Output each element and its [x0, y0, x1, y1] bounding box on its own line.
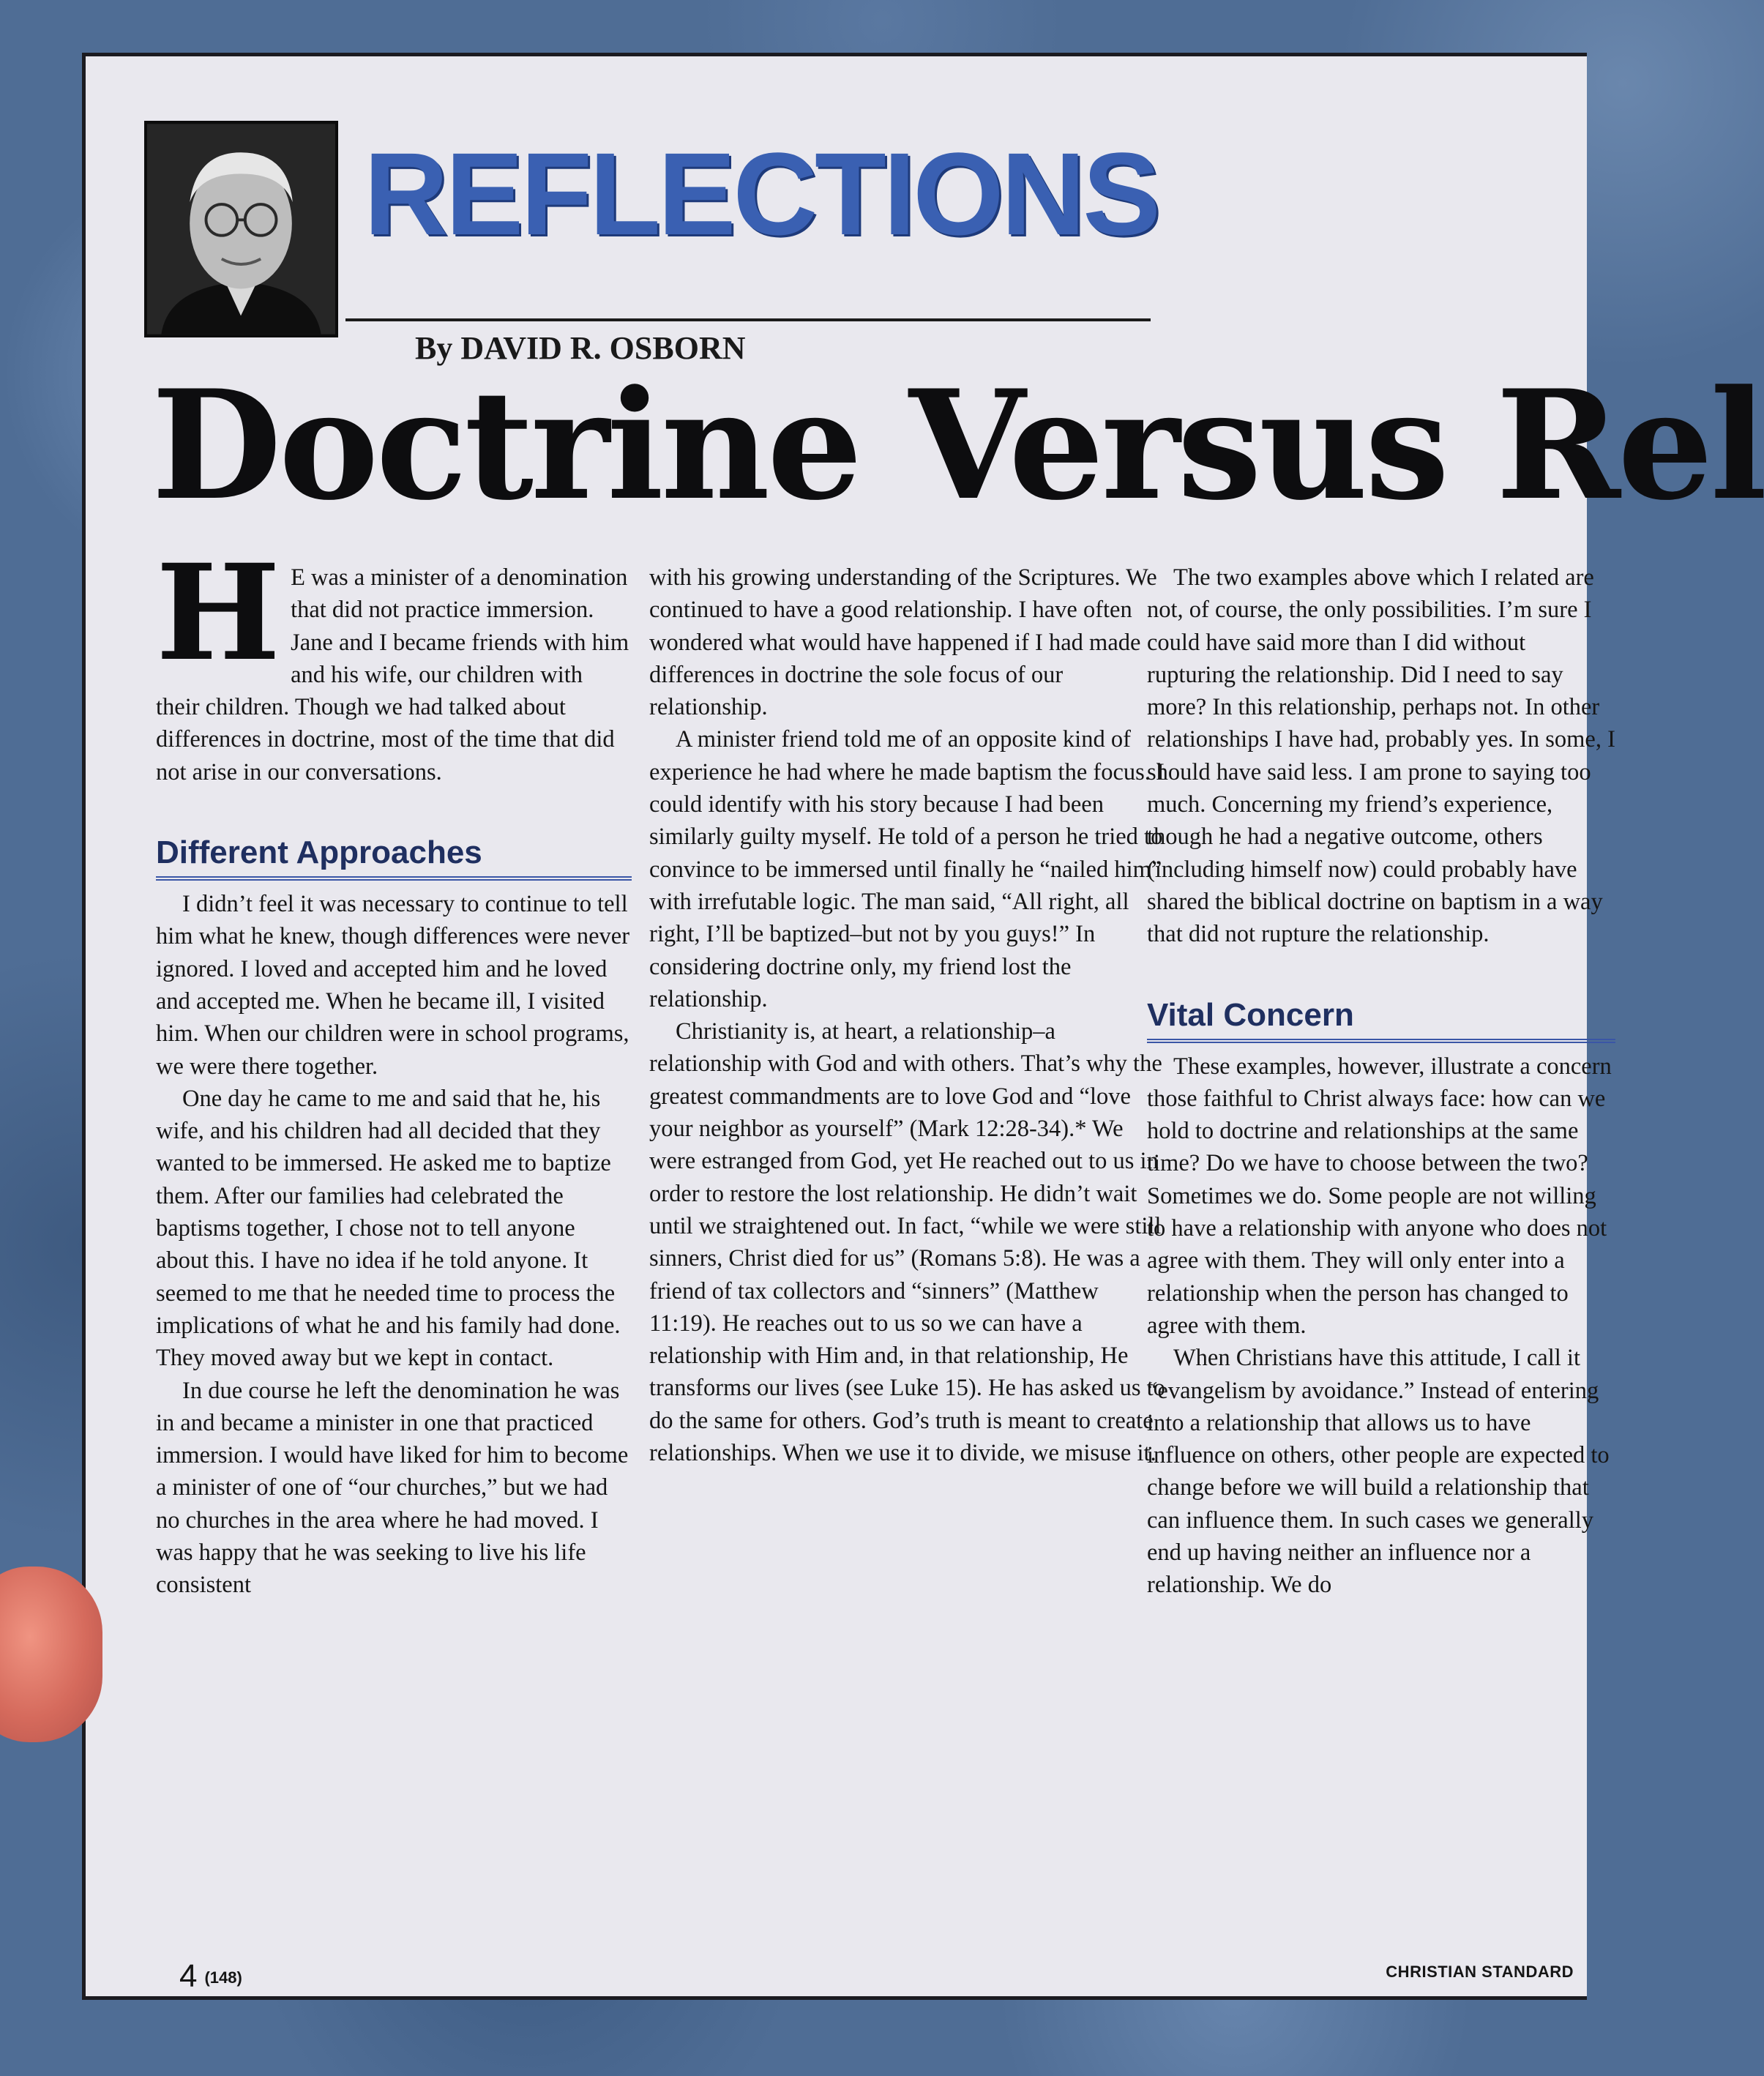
- header-rule: [345, 318, 1151, 321]
- drop-cap: H: [156, 536, 281, 690]
- article-title: Doctrine Versus Rel: [152, 358, 1764, 534]
- subheading-different-approaches: Different Approaches: [156, 832, 632, 881]
- subheading-vital-concern: Vital Concern: [1147, 995, 1615, 1043]
- column-1: [156, 536, 632, 1602]
- magazine-page: [82, 53, 1764, 2000]
- paragraph: I didn’t feel it was necessary to continue to tell him what he knew, though differences were never ignored. I loved and accepted him and he loved and accepted me. When he became ill, I visited him. When our children were in school programs, we were there together.: [156, 891, 630, 1080]
- column-name: REFLECTIONS: [364, 128, 1158, 259]
- author-portrait-image: [147, 124, 335, 335]
- opening-text: E was a minister of a denomination that did not practice immersion. Jane and I became friends with him and his wife, our children with their children. Though we had talked about differences in doctrine, most of the time that did not arise in our conversations.: [156, 564, 629, 785]
- opening-paragraph: [156, 536, 632, 788]
- page-total: (148): [204, 1968, 242, 1987]
- page-number-value: 4: [179, 1958, 198, 1994]
- paragraph: with his growing understanding of the Scriptures. We continued to have a good relationship. I have often wondered what would have happened if I had made differences in doctrine the sole focus of our relationship.: [649, 564, 1157, 721]
- byline: By DAVID R. OSBORN: [415, 330, 746, 366]
- paragraph: When Christians have this attitude, I call it “evangelism by avoidance.” Instead of entering into a relationship that allows us to have influence on others, other people are expected to change before we will build a relationship that can influence them. In such cases we generally end up having neither an influence nor a relationship. We do: [1147, 1345, 1610, 1599]
- paragraph: The two examples above which I related are not, of course, the only possibilities. I’m sure I could have said more than I did without rupturing the relationship. Did I need to say more? In this relationship, perhaps not. In other relationships I have had, probably yes. In some, I should have said less. I am prone to saying too much. Concerning my friend’s experience, though he had a negative outcome, others (including himself now) could probably have shared the biblical doctrine on baptism in a way that did not rupture the relationship.: [1147, 564, 1615, 948]
- column-3: [1147, 561, 1615, 1602]
- paragraph: These examples, however, illustrate a concern those faithful to Christ always face: how can we hold to doctrine and relationships at the same time? Do we have to choose between the two? Sometimes we do. Some people are not willing to have a relationship with anyone who does not agree with them. They will only enter into a relationship when the person has changed to agree with them.: [1147, 1053, 1612, 1339]
- author-photo: [144, 121, 338, 337]
- magazine-name: CHRISTIAN STANDARD: [1386, 1963, 1574, 1981]
- paragraph: A minister friend told me of an opposite kind of experience he had where he made baptism the focus. I could identify with his story because I had been similarly guilty myself. He told of a person he tried to convince to be immersed until finally he “nailed him” with irrefutable logic. The man said, “All right, all right, I’ll be baptized–but not by you guys!” In considering doctrine only, my friend lost the relationship.: [649, 726, 1165, 1012]
- paragraph: In due course he left the denomination he was in and became a minister in one that practiced immersion. I would have liked for him to become a minister of one of “our churches,” but we had no churches in the area where he had moved. I was happy that he was seeking to live his life consistent: [156, 1377, 629, 1599]
- column-header: [144, 121, 1158, 366]
- paragraph: One day he came to me and said that he, his wife, and his children had all decided that they wanted to be immersed. He asked me to baptize them. After our families had celebrated the baptisms together, I chose not to tell anyone about this. I have no idea if he told anyone. It seemed to me that he needed time to process the implications of what he and his family had done. They moved away but we kept in contact.: [156, 1085, 621, 1372]
- thumb: [0, 1567, 102, 1742]
- paragraph: Christianity is, at heart, a relationship–a relationship with God and with others. That’s why the greatest commandments are to love God and “love your neighbor as yourself” (Mark 12:28-34).* We were estranged from God, yet He reached out to us in order to restore the lost relationship. He didn’t wait until we straightened out. In fact, “while we were still sinners, Christ died for us” (Romans 5:8). He was a friend of tax collectors and “sinners” (Matthew 11:19). He reaches out to us so we can have a relationship with Him and, in that relationship, He transforms our lives (see Luke 15). He has asked us to do the same for others. God’s truth is meant to create relationships. When we use it to divide, we misuse it.: [649, 1018, 1165, 1467]
- column-2: [649, 561, 1169, 1469]
- page-number: [179, 1958, 242, 1995]
